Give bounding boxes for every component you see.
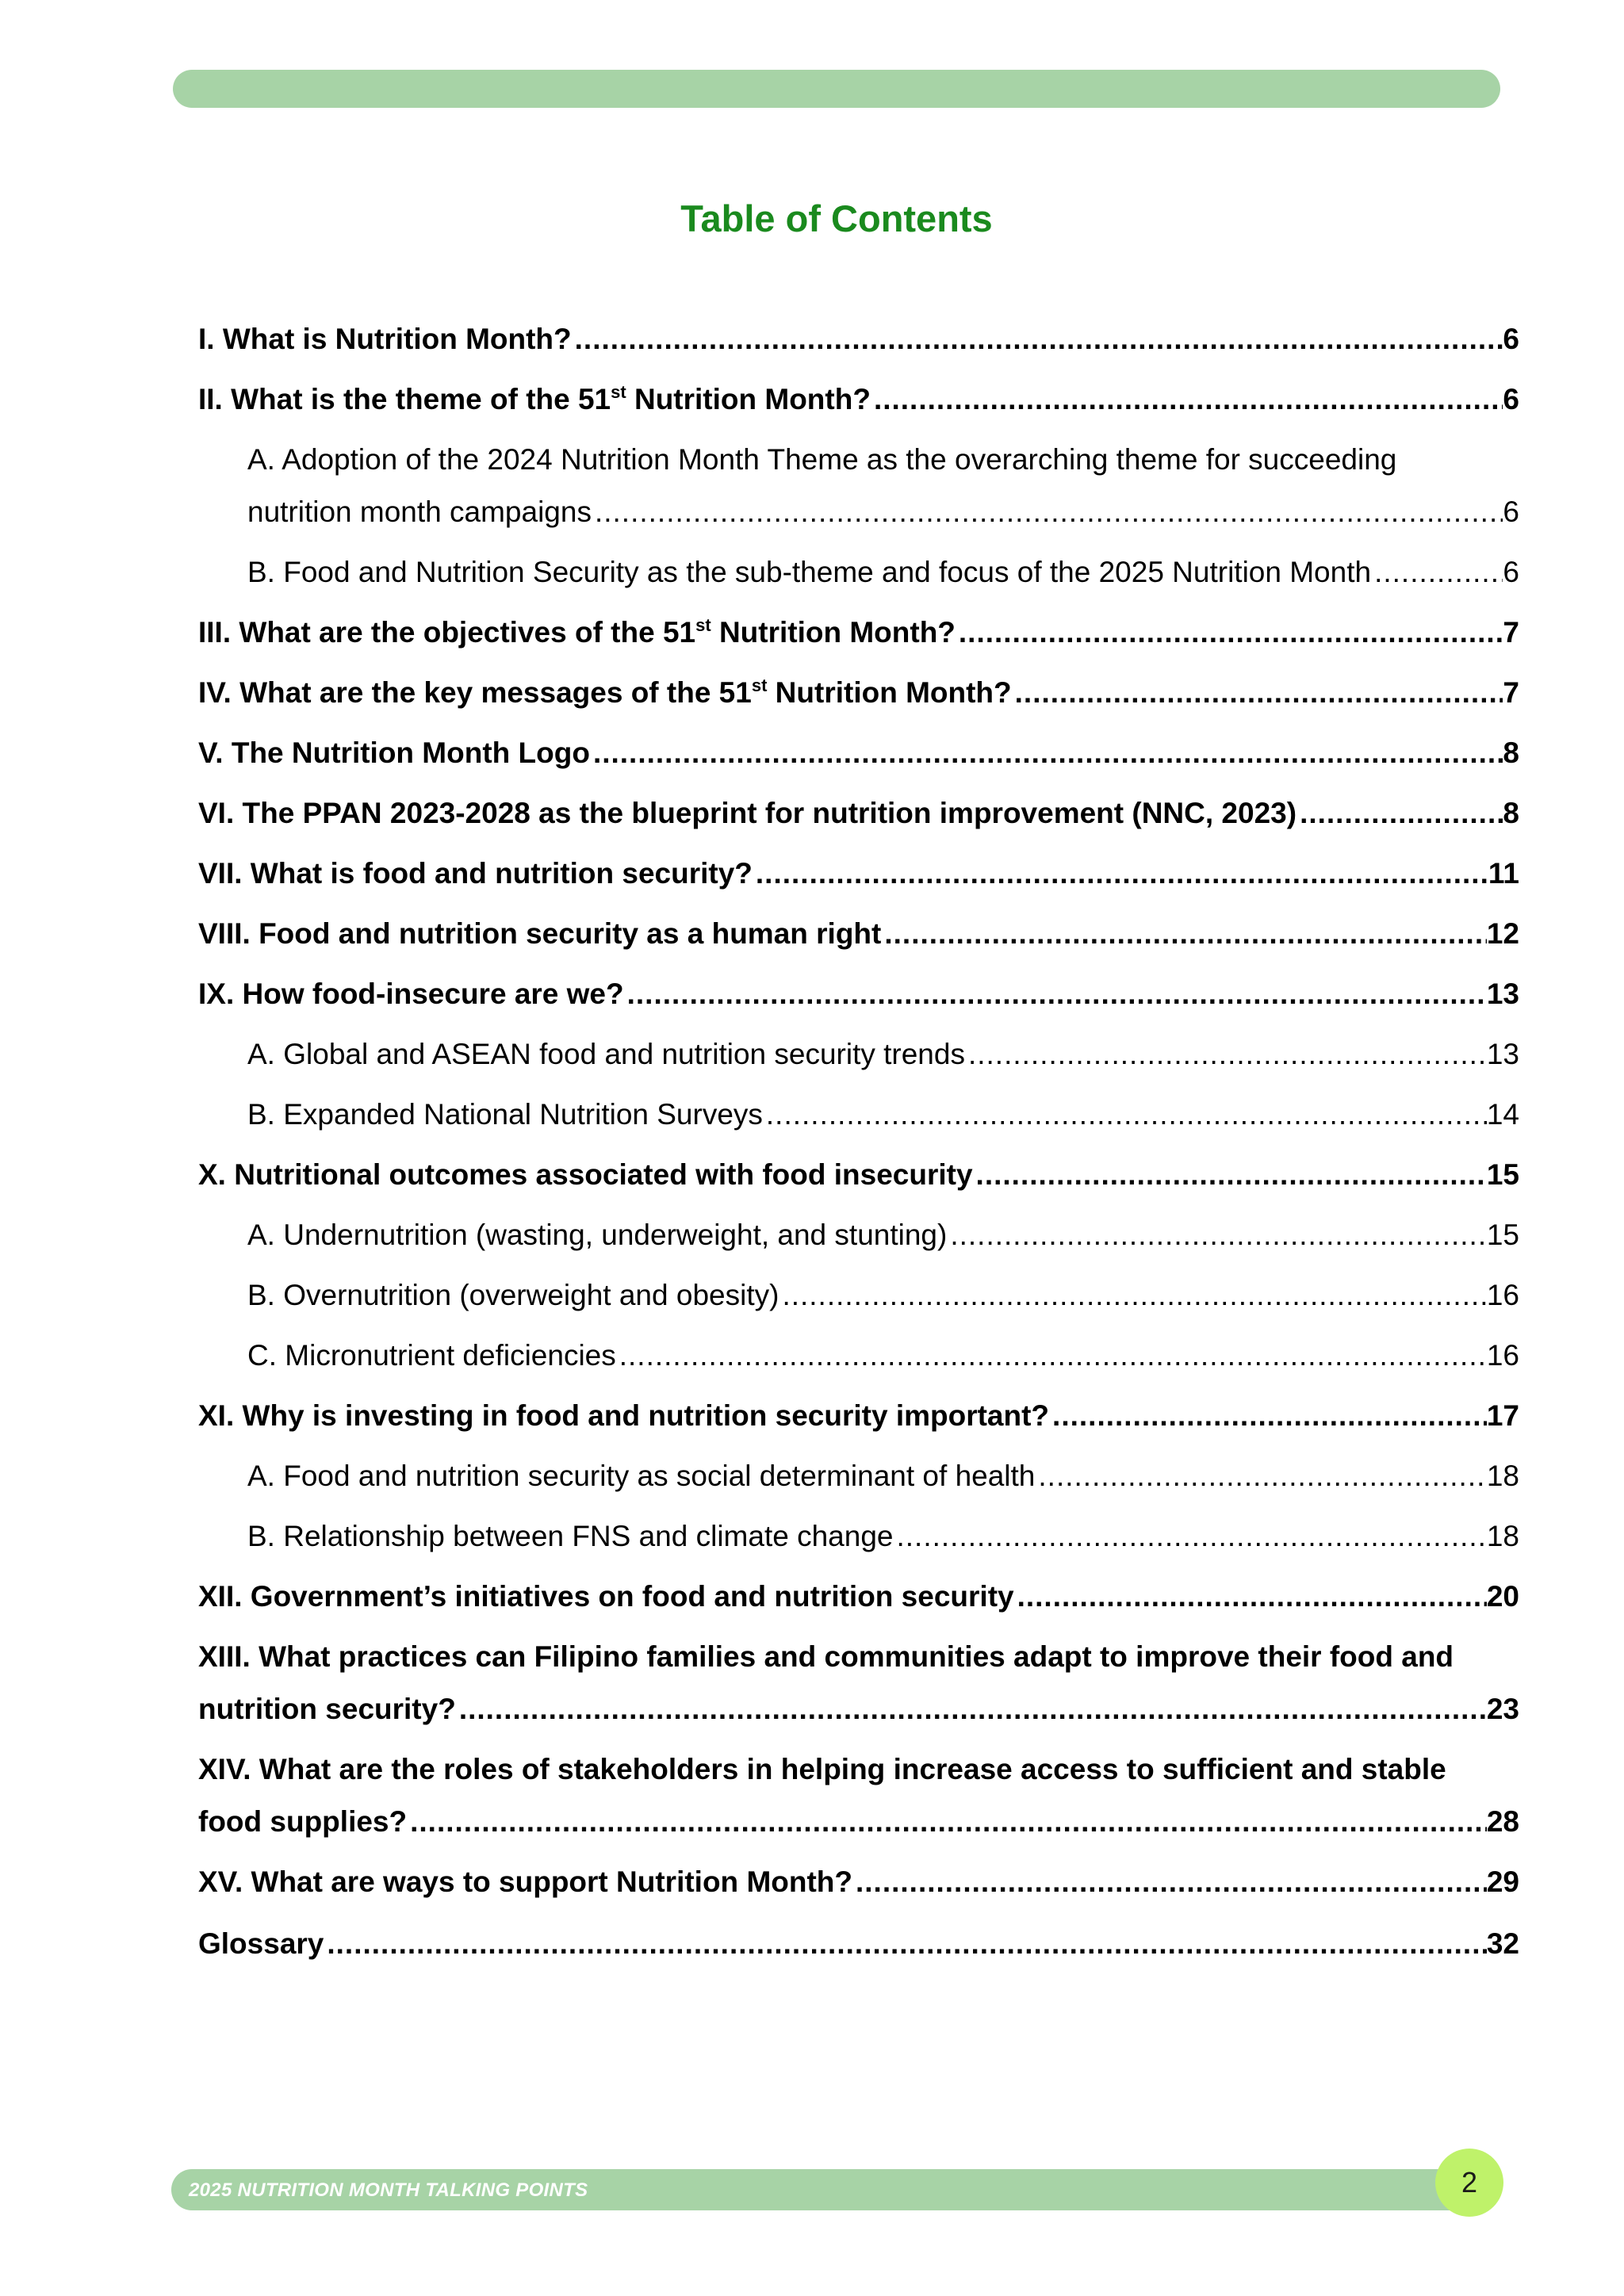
toc-entry-title: I. What is Nutrition Month? bbox=[198, 323, 572, 355]
toc-entry-title: nutrition security? bbox=[198, 1693, 456, 1725]
toc-entry[interactable] bbox=[247, 1096, 1519, 1134]
toc-entry[interactable] bbox=[247, 1216, 1519, 1254]
toc-entry[interactable] bbox=[198, 1156, 1519, 1194]
toc-entry[interactable] bbox=[247, 1517, 1519, 1556]
toc-entry-title bbox=[198, 614, 956, 652]
page-number-badge: 2 bbox=[1435, 2149, 1503, 2217]
toc-entry-page: 18 bbox=[1486, 1520, 1519, 1552]
toc-leader-dots bbox=[407, 1803, 1487, 1841]
toc-entry-page: 29 bbox=[1486, 1866, 1519, 1898]
toc-entry-page: 32 bbox=[1486, 1927, 1519, 1960]
toc-entry[interactable] bbox=[198, 614, 1519, 652]
toc-entry[interactable] bbox=[247, 493, 1519, 531]
toc-leader-dots bbox=[965, 1035, 1487, 1073]
toc-entry[interactable] bbox=[198, 1863, 1519, 1901]
toc-entry-page: 6 bbox=[1503, 383, 1519, 415]
toc-entry-page: 18 bbox=[1486, 1460, 1519, 1492]
toc-entry-page: 16 bbox=[1486, 1339, 1519, 1372]
toc-entry-title bbox=[198, 674, 1012, 712]
toc-entry[interactable] bbox=[198, 915, 1519, 953]
page-title: Table of Contents bbox=[680, 197, 993, 239]
toc-entry-title-part: III. What are the objectives of the 51 bbox=[198, 616, 696, 649]
toc-entry[interactable] bbox=[198, 1578, 1519, 1616]
toc-entry[interactable] bbox=[247, 553, 1519, 591]
toc-entry-page: 7 bbox=[1503, 616, 1519, 649]
toc-entry-page: 28 bbox=[1486, 1805, 1519, 1838]
toc-entry[interactable] bbox=[247, 1276, 1519, 1314]
ordinal-suffix: st bbox=[695, 615, 711, 635]
toc-entry-title-part: IV. What are the key messages of the 51 bbox=[198, 676, 752, 709]
toc-entry[interactable] bbox=[198, 320, 1519, 358]
toc-entry-title: XV. What are ways to support Nutrition Month? bbox=[198, 1866, 852, 1898]
toc-leader-dots bbox=[1297, 794, 1503, 832]
toc-entry[interactable] bbox=[247, 1337, 1519, 1375]
toc-entry-page: 8 bbox=[1503, 737, 1519, 769]
toc-entry-page: 11 bbox=[1488, 857, 1519, 890]
toc-entry-page: 13 bbox=[1486, 978, 1519, 1010]
toc-entry-title: nutrition month campaigns bbox=[247, 496, 592, 528]
toc-entry[interactable] bbox=[198, 1803, 1519, 1841]
toc-leader-dots bbox=[324, 1925, 1486, 1963]
toc-entry-title-line1[interactable]: XIII. What practices can Filipino families and communities adapt to improve their food and bbox=[198, 1640, 1454, 1673]
toc-entry-title: V. The Nutrition Month Logo bbox=[198, 737, 590, 769]
toc-entry[interactable] bbox=[198, 1397, 1519, 1435]
toc-entry-title: VI. The PPAN 2023-2028 as the blueprint for nutrition improvement (NNC, 2023) bbox=[198, 797, 1297, 829]
toc-leader-dots bbox=[753, 855, 1488, 893]
toc-entry-page: 15 bbox=[1486, 1158, 1519, 1191]
toc-entry-page: 6 bbox=[1503, 556, 1519, 588]
toc-entry-page: 16 bbox=[1486, 1279, 1519, 1311]
toc-leader-dots bbox=[852, 1863, 1487, 1901]
toc-entry-page: 8 bbox=[1503, 797, 1519, 829]
toc-leader-dots bbox=[1035, 1457, 1486, 1495]
toc-entry-page: 15 bbox=[1486, 1219, 1519, 1251]
toc-entry-title: VII. What is food and nutrition security? bbox=[198, 857, 753, 890]
toc-entry[interactable] bbox=[198, 1925, 1519, 1963]
toc-entry-title: IX. How food-insecure are we? bbox=[198, 978, 624, 1010]
toc-entry-title: Glossary bbox=[198, 1927, 324, 1960]
toc-entry-title: food supplies? bbox=[198, 1805, 408, 1838]
footer-text: 2025 NUTRITION MONTH TALKING POINTS bbox=[189, 2179, 588, 2201]
toc-leader-dots bbox=[973, 1156, 1487, 1194]
toc-leader-dots bbox=[947, 1216, 1487, 1254]
toc-entry-title: B. Relationship between FNS and climate change bbox=[247, 1520, 894, 1552]
toc-entry-title: VIII. Food and nutrition security as a human right bbox=[198, 917, 882, 950]
toc-leader-dots bbox=[763, 1096, 1487, 1134]
toc-leader-dots bbox=[616, 1337, 1487, 1375]
toc-entry-title: A. Food and nutrition security as social determinant of health bbox=[247, 1460, 1036, 1492]
toc-entry-title: XI. Why is investing in food and nutrition security important? bbox=[198, 1399, 1050, 1432]
toc-entry[interactable] bbox=[247, 1457, 1519, 1495]
toc-entry-page: 14 bbox=[1486, 1098, 1519, 1131]
toc-entry-page: 6 bbox=[1503, 496, 1519, 528]
toc-entry-title: A. Global and ASEAN food and nutrition security trends bbox=[247, 1038, 965, 1070]
toc-entry-title-part: II. What is the theme of the 51 bbox=[198, 383, 611, 415]
toc-entry-title: A. Undernutrition (wasting, underweight, and stunting) bbox=[247, 1219, 948, 1251]
toc-entry-page: 20 bbox=[1486, 1580, 1519, 1613]
toc-entry-title: B. Food and Nutrition Security as the sub-theme and focus of the 2025 Nutrition Month bbox=[247, 556, 1372, 588]
toc-leader-dots bbox=[456, 1690, 1487, 1728]
toc-entry-page: 17 bbox=[1486, 1399, 1519, 1432]
toc-leader-dots bbox=[1371, 553, 1503, 591]
toc-leader-dots bbox=[1014, 1578, 1487, 1616]
toc-leader-dots bbox=[956, 614, 1503, 652]
toc-entry-page: 23 bbox=[1486, 1693, 1519, 1725]
toc-entry[interactable] bbox=[198, 381, 1519, 419]
toc-entry[interactable] bbox=[198, 855, 1519, 893]
toc-entry-title-part: Nutrition Month? bbox=[767, 676, 1012, 709]
toc-leader-dots bbox=[624, 975, 1487, 1013]
toc-entry-page: 13 bbox=[1486, 1038, 1519, 1070]
toc-entry[interactable] bbox=[247, 1035, 1519, 1073]
toc-entry-title: C. Micronutrient deficiencies bbox=[247, 1339, 616, 1372]
toc-entry-page: 6 bbox=[1503, 323, 1519, 355]
toc-leader-dots bbox=[1049, 1397, 1487, 1435]
toc-entry-title bbox=[198, 381, 871, 419]
toc-leader-dots bbox=[779, 1276, 1486, 1314]
toc-entry-title-line1[interactable]: XIV. What are the roles of stakeholders in helping increase access to sufficient and stable bbox=[198, 1753, 1446, 1785]
toc-entry-page: 12 bbox=[1486, 917, 1519, 950]
toc-entry-title-line1[interactable]: A. Adoption of the 2024 Nutrition Month Theme as the overarching theme for succeeding bbox=[247, 443, 1397, 476]
toc-entry-title-part: Nutrition Month? bbox=[626, 383, 871, 415]
toc-leader-dots bbox=[590, 734, 1503, 772]
toc-entry[interactable] bbox=[198, 674, 1519, 712]
toc-leader-dots bbox=[1012, 674, 1503, 712]
ordinal-suffix: st bbox=[611, 382, 626, 402]
toc-entry-title: XII. Government’s initiatives on food and nutrition security bbox=[198, 1580, 1014, 1613]
ordinal-suffix: st bbox=[751, 675, 768, 695]
toc-leader-dots bbox=[572, 320, 1503, 358]
toc-entry[interactable] bbox=[198, 975, 1519, 1013]
toc-entry[interactable] bbox=[198, 734, 1519, 772]
toc-leader-dots bbox=[881, 915, 1486, 953]
toc-entry-page: 7 bbox=[1503, 676, 1519, 709]
toc-entry-title: B. Expanded National Nutrition Surveys bbox=[247, 1098, 763, 1131]
toc-leader-dots bbox=[592, 493, 1503, 531]
toc-entry-title: X. Nutritional outcomes associated with food insecurity bbox=[198, 1158, 973, 1191]
toc-leader-dots bbox=[871, 381, 1503, 419]
toc-entry-title-part: Nutrition Month? bbox=[710, 616, 956, 649]
toc-entry-title: B. Overnutrition (overweight and obesity) bbox=[247, 1279, 779, 1311]
toc-leader-dots bbox=[893, 1517, 1486, 1556]
toc-entry[interactable] bbox=[198, 794, 1519, 832]
toc-entry[interactable] bbox=[198, 1690, 1519, 1728]
